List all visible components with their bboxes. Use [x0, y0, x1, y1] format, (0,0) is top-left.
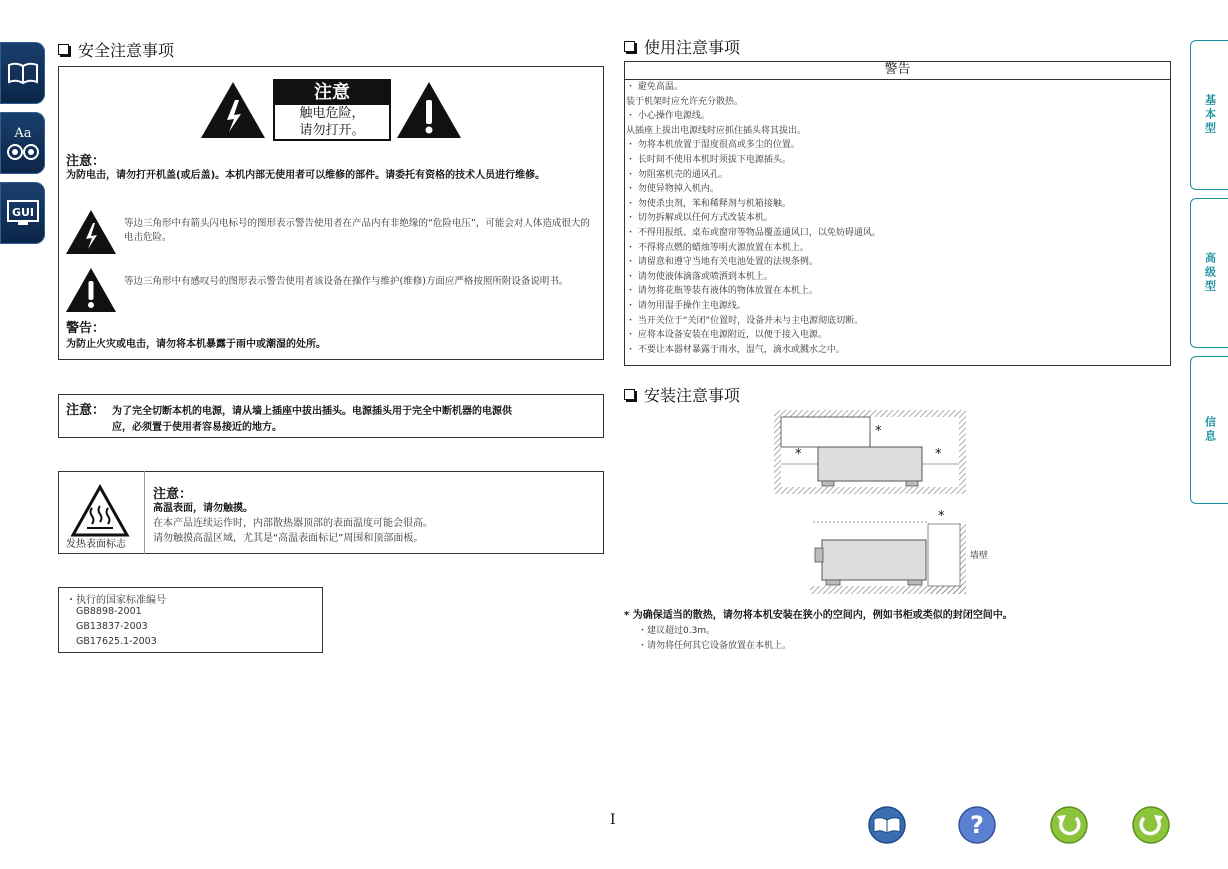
list-item: ・ 不要让本器材暴露于雨水，湿气，滴水或溅水之中。: [626, 344, 845, 355]
hot-text-1: 在本产品连续运作时，内部散热器顶部的表面温度可能会很高。: [153, 518, 433, 529]
checkbox-bullet-icon: [624, 41, 635, 52]
help-button[interactable]: [958, 806, 996, 844]
caution-sign-line1: 触电危险，: [299, 106, 365, 121]
tab-info[interactable]: [1190, 356, 1228, 504]
hot-subheading: 高温表面，请勿触摸。: [153, 503, 253, 514]
gui-icon: [6, 198, 40, 228]
list-item: ・ 请勿用湿手操作主电源线。: [626, 300, 746, 311]
usage-warning-header: 警告: [884, 62, 911, 77]
warning-heading: 警告：: [66, 321, 106, 336]
standard-item: GB13837-2003: [76, 621, 148, 632]
list-item: ・ 不得用报纸、桌布或窗帘等物品覆盖通风口，以免妨碍通风。: [626, 227, 881, 238]
list-item: ・ 应将本设备安装在电源附近，以便于接入电源。: [626, 330, 827, 341]
list-item: ・ 请勿使液体滴落或喷洒到本机上。: [626, 271, 773, 282]
list-item: ・ 不得将点燃的蜡烛等明火源放置在本机上。: [626, 242, 809, 253]
tab-label: 高级型: [1203, 252, 1217, 294]
list-item: ・ 避免高温。: [626, 82, 683, 92]
standards-title: ・执行的国家标准编号: [66, 595, 166, 606]
list-item: ・ 勿使杀虫剂，苯和稀释剂与机箱接触。: [626, 198, 791, 209]
usage-section-title: [624, 35, 740, 58]
install-diagram-side: [810, 516, 966, 594]
svg-text:GUI: GUI: [11, 206, 34, 219]
list-item: ・ 当开关位于“关闭”位置时，设备并未与主电源彻底切断。: [626, 315, 864, 326]
clearance-star: *: [935, 447, 942, 462]
hot-heading: 注意：: [153, 487, 193, 502]
list-item: ・ 请勿将花瓶等装有液体的物体放置在本机上。: [626, 286, 818, 297]
list-item: ・ 勿将本机放置于湿度很高或多尘的位置。: [626, 140, 800, 151]
clearance-star: *: [875, 424, 882, 439]
hot-text-2: 请勿触摸高温区域，尤其是“高温表面标记”周围和顶部面板。: [153, 533, 424, 544]
safety-section-title: [58, 38, 174, 61]
checkbox-bullet-icon: [624, 389, 635, 400]
list-item: ・ 长时间不使用本机时须拔下电源插头。: [626, 154, 791, 165]
usage-warning-list: [626, 80, 1166, 357]
caution-sign-head: 注意: [275, 81, 389, 105]
clearance-star: *: [795, 447, 802, 462]
page-number: I: [610, 812, 616, 828]
help-icon: ?: [970, 811, 984, 839]
lightning-explanation: 等边三角形中有箭头闪电标号的图形表示警告使用者在产品内有非绝缘的“危险电压”，可能会对人体造成很大的电击危险。: [124, 218, 590, 243]
list-item: ・ 请留意和遵守当地有关电池处置的法规条例。: [626, 257, 818, 268]
caution-sign-line2: 请勿打开。: [299, 123, 365, 138]
caution-heading: 注意：: [66, 154, 106, 169]
list-item: ・ 切勿拆解或以任何方式改装本机。: [626, 213, 773, 224]
install-note-main: * 为确保适当的散热，请勿将本机安装在狭小的空间内，例如书柜或类似的封闭空间中。: [624, 610, 1013, 621]
list-item: ・ 小心操作电源线。: [626, 111, 710, 122]
hot-surface-icon: [70, 484, 130, 538]
lightning-triangle-icon: [64, 208, 118, 256]
back-button[interactable]: [1050, 806, 1088, 844]
hot-surface-label: 发热表面标志: [66, 539, 126, 550]
standard-item: GB17625.1-2003: [76, 636, 157, 647]
exclamation-warning-icon: [395, 80, 463, 140]
list-item: 从插座上拔出电源线时应抓住插头将其拔出。: [626, 125, 807, 136]
exclamation-explanation: 等边三角形中有感叹号的图形表示警告使用者该设备在操作与维护(维修)方面应严格按照所附设备说明书。: [124, 276, 569, 287]
rail-gui-button[interactable]: [0, 182, 45, 244]
plug-caution-text-1: 为了完全切断本机的电源，请从墙上插座中拔出插头。电源插头用于完全中断机器的电源供: [112, 406, 512, 417]
checkbox-bullet-icon: [58, 44, 69, 55]
title-text: 安全注意事项: [78, 41, 175, 60]
rail-contents-button[interactable]: [0, 42, 45, 104]
wall-label: 墙壁: [970, 551, 989, 561]
hot-surface-divider: [144, 471, 145, 554]
warning-text: 为防止火灾或电击，请勿将本机暴露于雨中或潮湿的处所。: [66, 339, 326, 350]
font-settings-icon: [6, 123, 40, 163]
plug-caution-heading: 注意：: [66, 403, 106, 418]
caution-text: 为防电击，请勿打开机盖(或后盖)。本机内部无使用者可以维修的部件。请委托有资格的技术人员进行维修。: [66, 170, 546, 181]
clearance-star: *: [938, 509, 945, 524]
title-text: 使用注意事项: [644, 38, 741, 57]
lightning-warning-icon: [199, 80, 267, 140]
book-icon: [6, 59, 40, 87]
list-item: ・ 勿使异物掉入机内。: [626, 184, 719, 195]
install-note-1: ・建议超过0.3m。: [638, 626, 716, 636]
install-section-title: [624, 383, 740, 406]
book-icon: [874, 818, 900, 833]
tab-advanced[interactable]: [1190, 198, 1228, 348]
forward-button[interactable]: [1132, 806, 1170, 844]
exclamation-triangle-icon: [64, 266, 118, 314]
plug-caution-text-2: 应，必须置于使用者容易接近的地方。: [112, 422, 282, 433]
tab-label: 信息: [1203, 416, 1217, 444]
title-text: 安装注意事项: [644, 386, 741, 405]
tab-basic[interactable]: [1190, 40, 1228, 190]
install-note-2: ・请勿将任何其它设备放置在本机上。: [638, 641, 792, 651]
tab-label: 基本型: [1203, 94, 1217, 136]
caution-sign: [273, 79, 391, 141]
svg-text:Aa: Aa: [13, 126, 32, 141]
list-item: ・ 勿阻塞机壳的通风孔。: [626, 169, 728, 180]
list-item: 装于机架时应允许充分散热。: [626, 96, 744, 107]
rail-font-button[interactable]: [0, 112, 45, 174]
contents-button[interactable]: [868, 806, 906, 844]
standard-item: GB8898-2001: [76, 606, 142, 617]
